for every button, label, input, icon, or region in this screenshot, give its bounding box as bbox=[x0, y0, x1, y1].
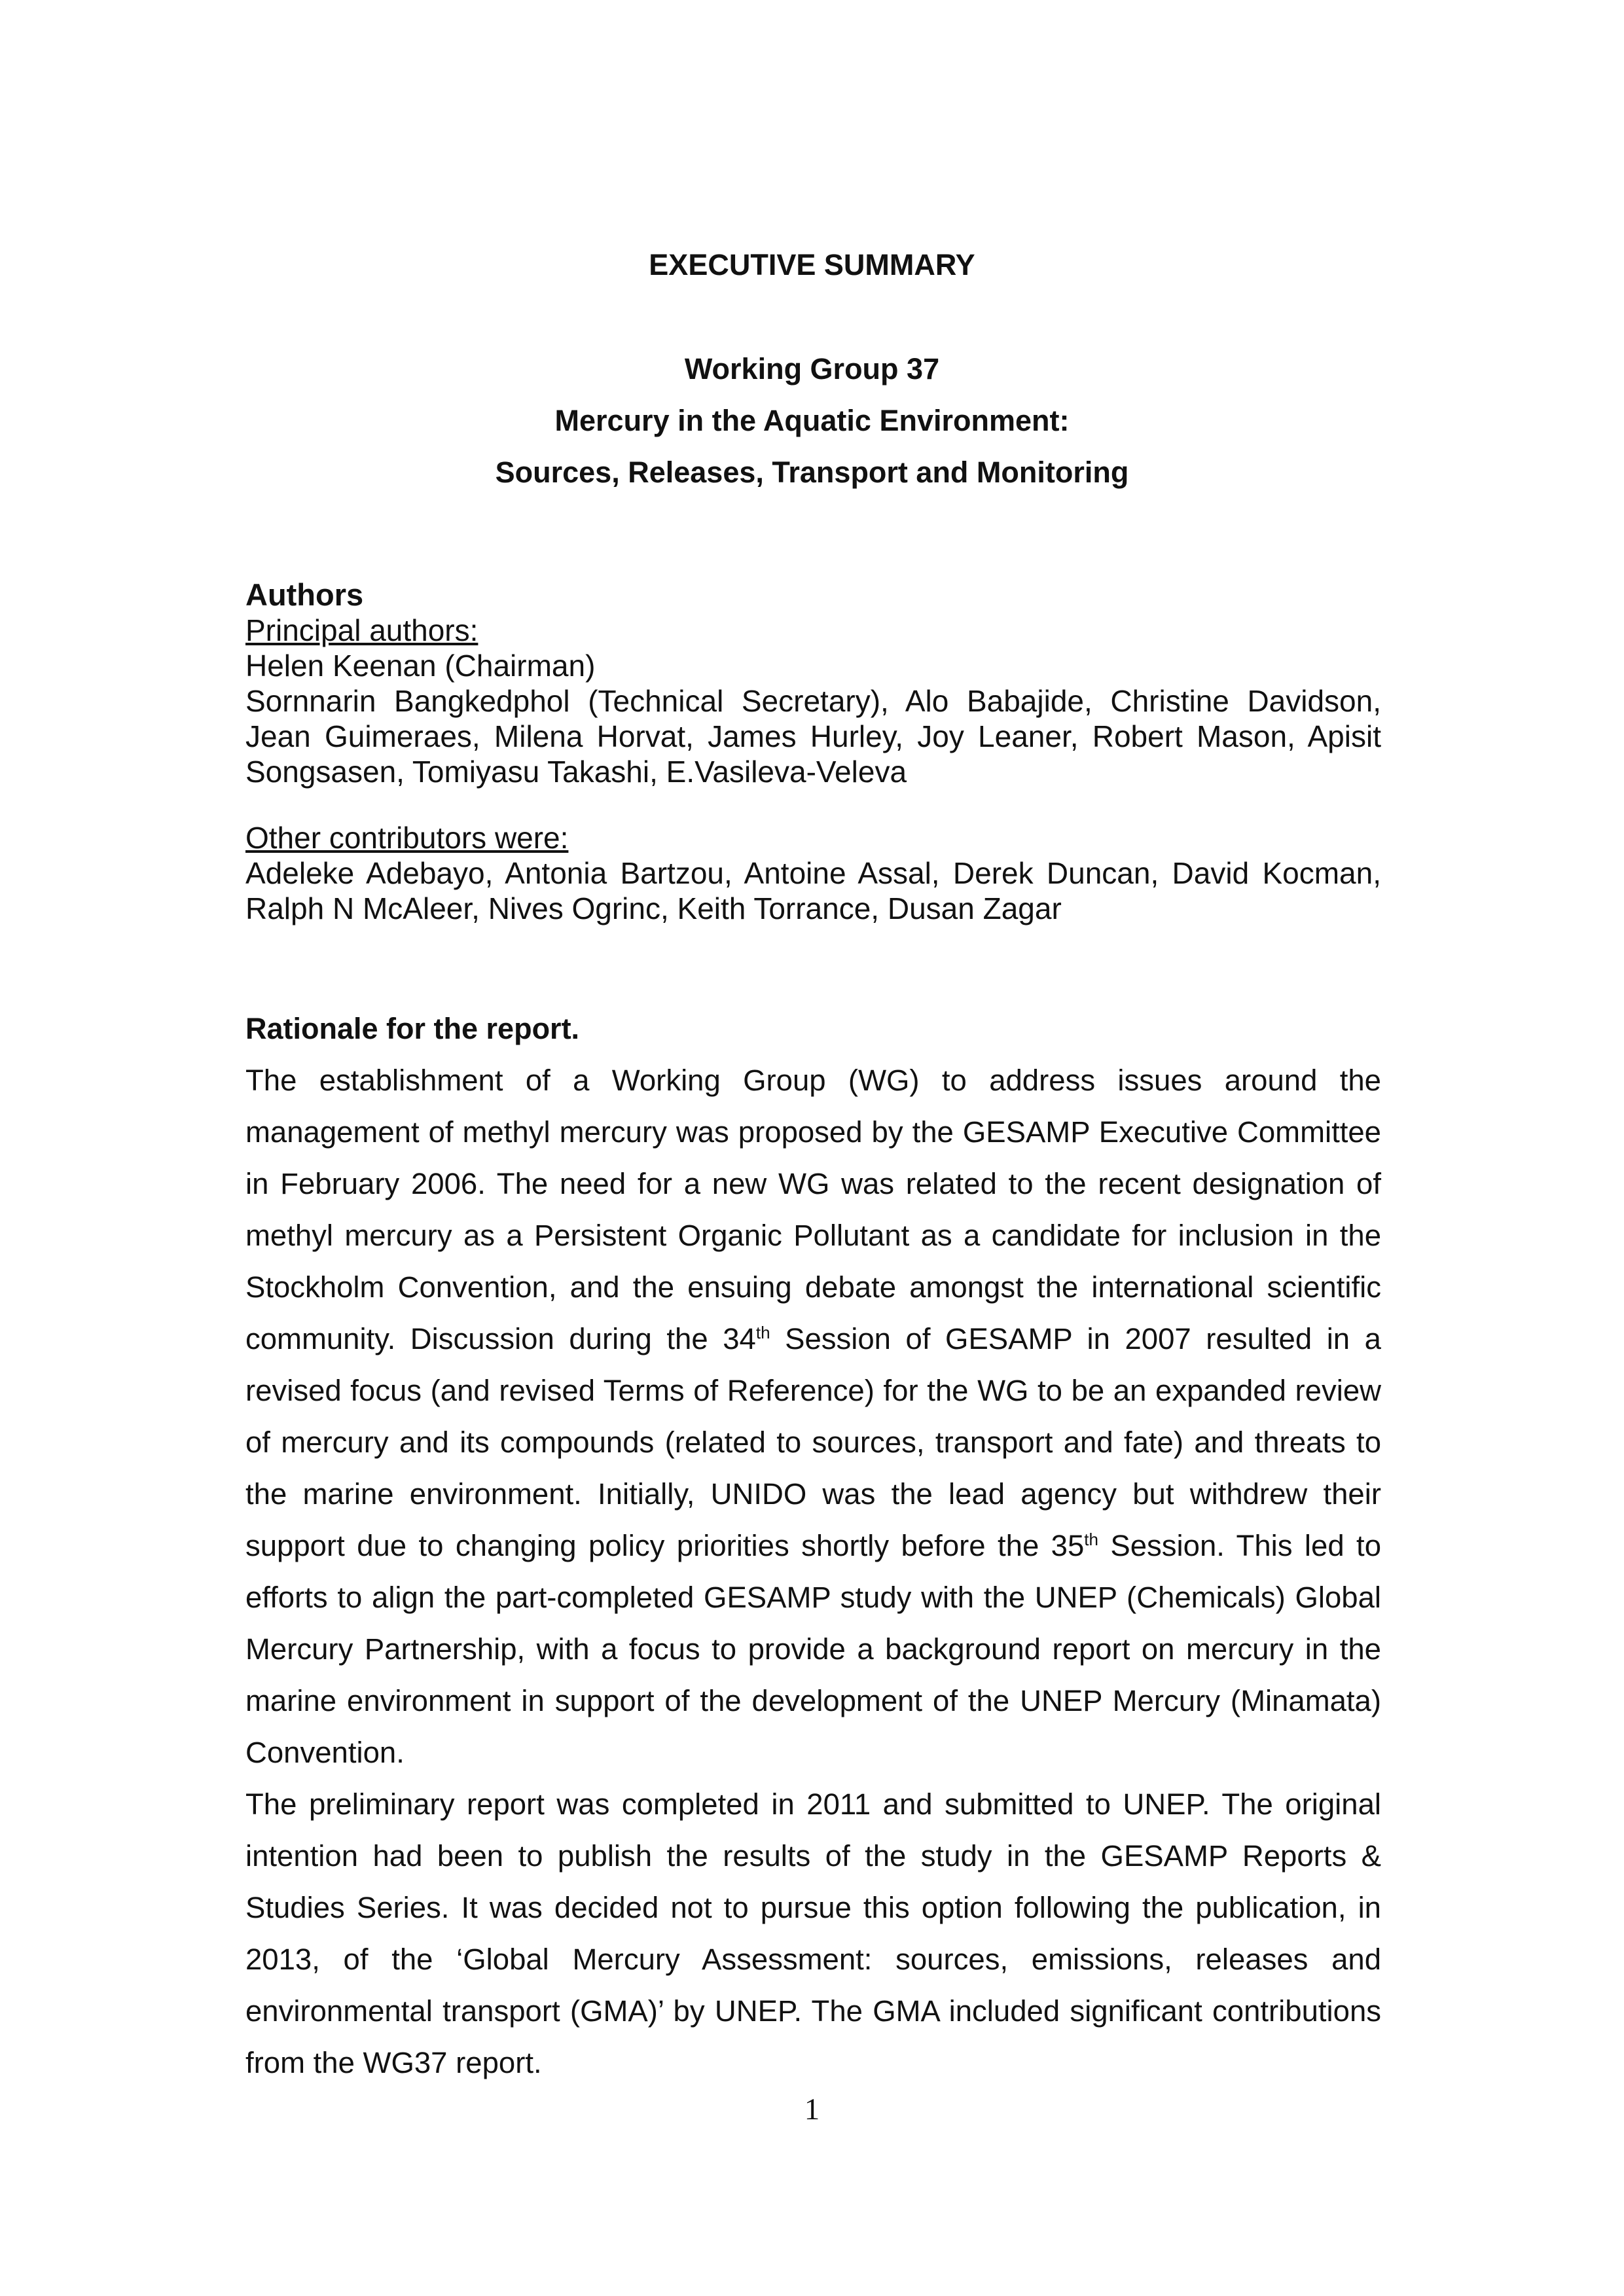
other-contributors-label: Other contributors were: bbox=[245, 821, 569, 855]
rationale-paragraph-2: The preliminary report was completed in 2011 and submitted to UNEP. The original intention had been to publish the results of the study in the GESAMP Reports & Studies Series. It was decided not to pursue this option following the publication, in 2013, of the ‘Global Mercury Assessment: sources, emissions, releases and environmental transport (GMA)’ by UNEP. The GMA included significant contributions from the WG37 report. bbox=[245, 1787, 1381, 2079]
rationale-paragraph-1 bbox=[245, 1054, 1381, 1778]
rationale-p1-text-b: Session of GESAMP in 2007 resulted in a revised focus (and revised Terms of Reference) for the WG to be an expanded review of mercury and its compounds (related to sources, transport and fate) and threats to the marine environment. Initially, UNIDO was the lead agency but withdrew their support due to changing policy priorities shortly before the 35 bbox=[245, 1322, 1381, 1562]
rationale-body bbox=[245, 1054, 1381, 2089]
rationale-section bbox=[245, 1011, 1381, 1047]
working-group-title: Working Group 37 bbox=[684, 352, 940, 386]
rationale-p1-text-c: Session. This led to efforts to align the part-completed GESAMP study with the UNEP (Chemicals) Global Mercury Partnership, with a focus to provide a background report on mercury in the marine environment in support of the development of the UNEP Mercury (Minamata) Convention. bbox=[245, 1529, 1381, 1769]
other-contributors-section bbox=[245, 820, 1381, 926]
rationale-heading: Rationale for the report. bbox=[245, 1012, 580, 1045]
authors-heading: Authors bbox=[245, 577, 364, 612]
principal-authors-label: Principal authors: bbox=[245, 613, 478, 647]
report-title-line-1: Mercury in the Aquatic Environment: bbox=[554, 404, 1070, 437]
page-number: 1 bbox=[804, 2092, 820, 2126]
authors-section bbox=[245, 577, 1381, 789]
ordinal-suffix-34th: th bbox=[755, 1323, 770, 1342]
executive-summary-heading: EXECUTIVE SUMMARY bbox=[649, 248, 975, 281]
principal-authors-list: Sornnarin Bangkedphol (Technical Secretary), Alo Babajide, Christine Davidson, Jean Guimeraes, Milena Horvat, James Hurley, Joy Leaner, Robert Mason, Apisit Songsasen, Tomiyasu Takashi, E.Vasileva-Veleva bbox=[245, 684, 1381, 789]
other-contributors-list: Adeleke Adebayo, Antonia Bartzou, Antoine Assal, Derek Duncan, David Kocman, Ralph N McAleer, Nives Ogrinc, Keith Torrance, Dusan Zagar bbox=[245, 856, 1381, 925]
rationale-p1-text-a: The establishment of a Working Group (WG) to address issues around the management of methyl mercury was proposed by the GESAMP Executive Committee in February 2006. The need for a new WG was related to the recent designation of methyl mercury as a Persistent Organic Pollutant as a candidate for inclusion in the Stockholm Convention, and the ensuing debate amongst the international scientific community. Discussion during the 34 bbox=[245, 1064, 1381, 1355]
report-title-line-2: Sources, Releases, Transport and Monitoring bbox=[495, 456, 1129, 489]
chairman-line: Helen Keenan (Chairman) bbox=[245, 649, 596, 683]
ordinal-suffix-35th: th bbox=[1084, 1530, 1098, 1549]
